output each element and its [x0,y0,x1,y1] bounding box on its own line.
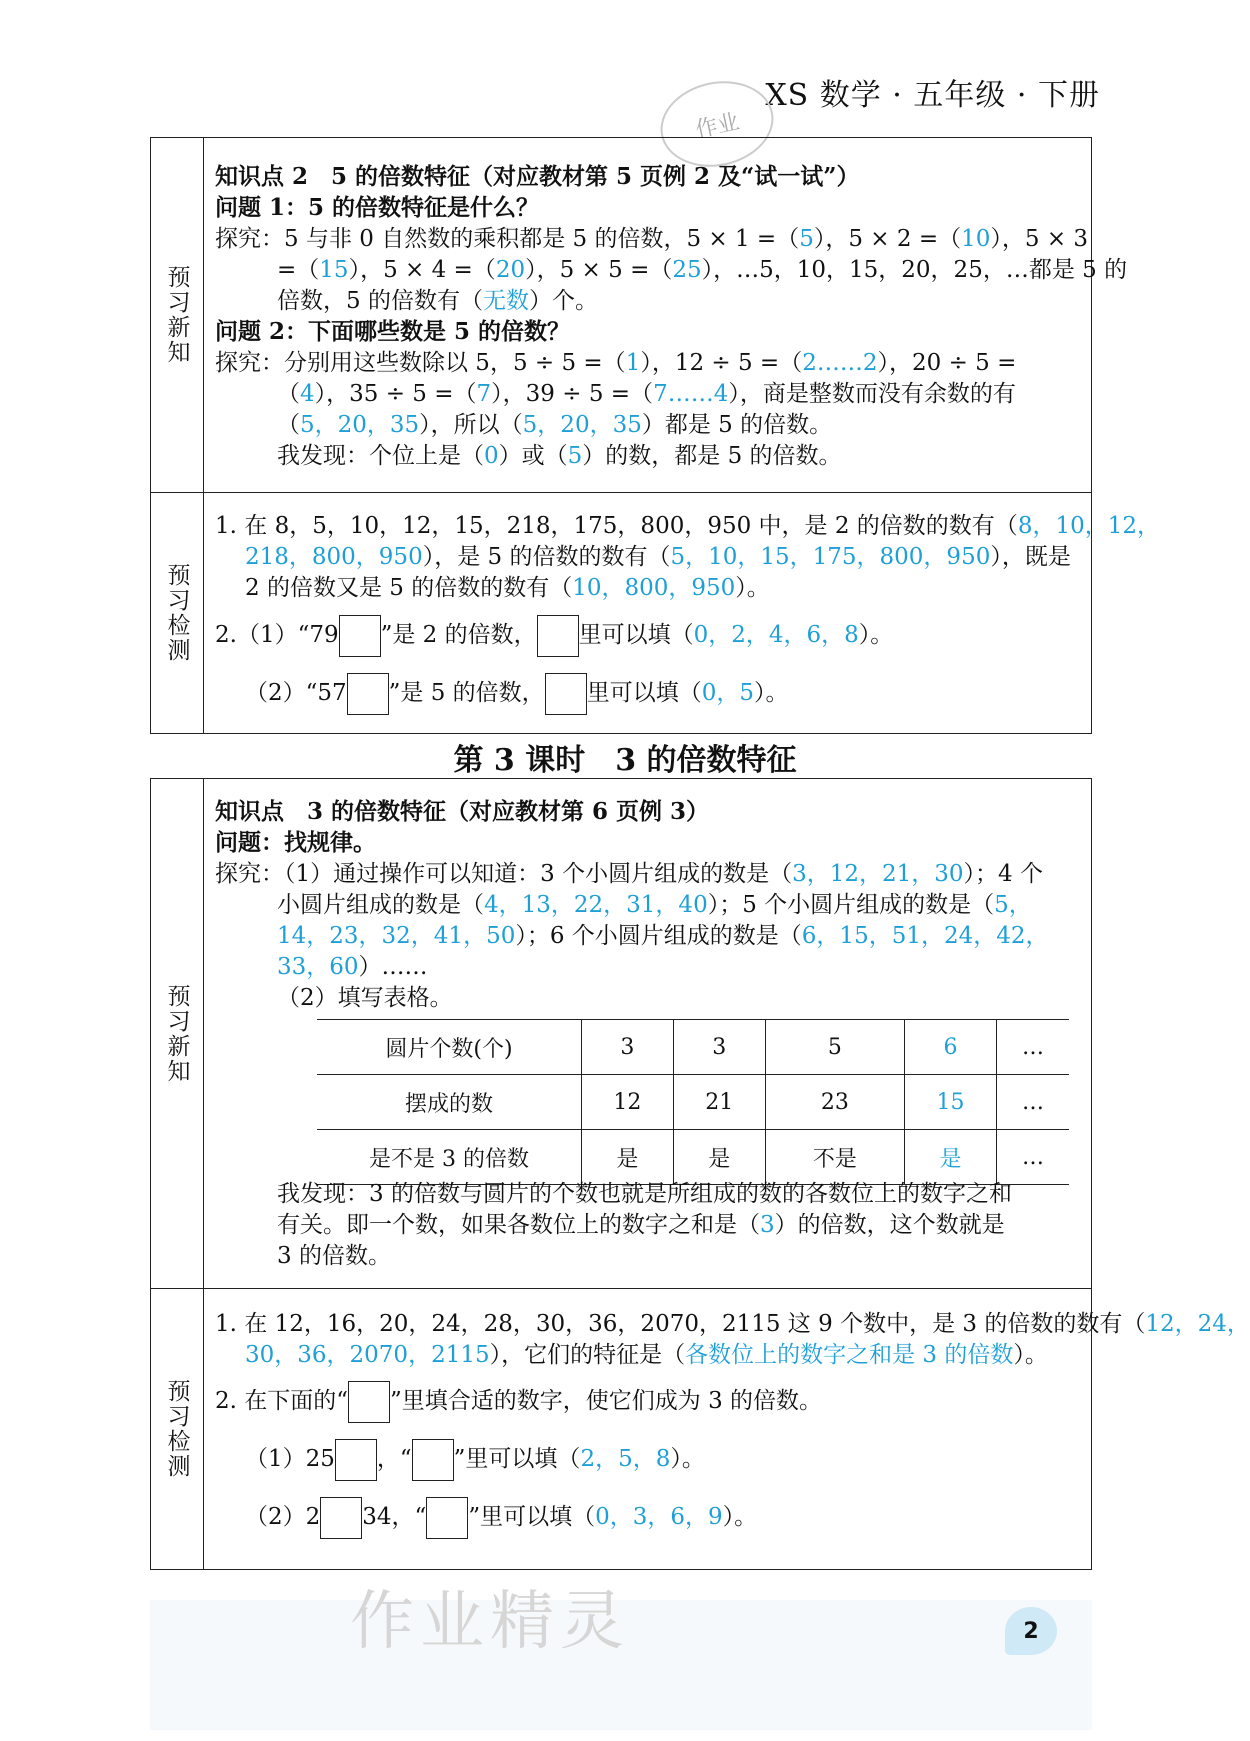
explore-line-2: =（15），5 × 4 =（20），5 × 5 =（25），…5，10，15，20，25，…都是 5 的 [277,257,1128,283]
lesson-title: 第 3 课时 3 的倍数特征 [453,743,797,778]
blank-box[interactable] [335,1439,377,1481]
finding-line-1: 我发现：3 的倍数与圆片的个数也就是所组成的数的各数位上的数字之和 [277,1181,1012,1207]
blank-box[interactable] [412,1439,454,1481]
check2-line-1: 2.（1）“79 ”是 2 的倍数， 里可以填（0，2，4，6，8）。 [215,615,893,657]
header-title: XS 数学 · 五年级 · 下册 [765,78,1100,113]
explore2-line-2: （4），35 ÷ 5 =（7），39 ÷ 5 =（7……4），商是整数而没有余数的有 [277,381,1016,407]
finding-line-2: 有关。即一个数，如果各数位上的数字之和是（3）的倍数，这个数就是 [277,1212,1005,1238]
table-instruction: （2）填写表格。 [277,985,453,1011]
preview-label: 预习新知 [151,138,204,492]
preview-content [215,138,1128,492]
explore2-line-1: 探究：分别用这些数除以 5，5 ÷ 5 =（1），12 ÷ 5 =（2……2），20 ÷ 5 = [215,350,1017,376]
check2-line-1: 2. 在下面的“ ”里填合适的数字，使它们成为 3 的倍数。 [215,1381,822,1423]
question-2: 问题 2：下面哪些数是 5 的倍数？ [215,318,571,345]
explore-line-4: 33，60）…… [277,954,428,980]
blank-box[interactable] [347,673,389,715]
knowledge-point: 知识点 2 5 的倍数特征（对应教材第 5 页例 2 及“试一试”） [215,163,860,190]
blank-box[interactable] [537,615,579,657]
blank-box[interactable] [320,1497,362,1539]
check1-line-1: 1. 在 8，5，10，12，15，218，175，800，950 中，是 2 的倍数的数有（8，10，12， [215,513,1160,539]
check1-line-3: 2 的倍数又是 5 的倍数的数有（10，800，950）。 [245,575,770,601]
question-1: 问题 1：5 的倍数特征是什么？ [215,194,540,221]
preview-content [215,779,1077,1288]
blank-box[interactable] [348,1381,390,1423]
circle-table [317,1019,1069,1185]
check1-line-1: 1. 在 12，16，20，24，28，30，36，2070，2115 这 9 个数中，是 3 的倍数的数有（12，24， [215,1311,1250,1337]
stamp-text: 作业 [693,109,742,143]
explore-line-3: 倍数，5 的倍数有（无数）个。 [277,288,598,314]
table-row: 圆片个数(个) 3 3 5 6 … [317,1020,1069,1075]
check-content [215,493,1160,733]
blank-box[interactable] [339,615,381,657]
check-content [215,1289,1250,1569]
finding-line: 我发现：个位上是（0）或（5）的数，都是 5 的倍数。 [277,443,842,469]
knowledge-point: 知识点 3 的倍数特征（对应教材第 6 页例 3） [215,798,710,825]
explore-line-2: 小圆片组成的数是（4，13，22，31，40）；5 个小圆片组成的数是（5， [277,892,1032,918]
blank-box[interactable] [545,673,587,715]
explore-line-1: 探究：5 与非 0 自然数的乘积都是 5 的倍数，5 × 1 =（5），5 × 2 =（10），5 × 3 [215,226,1089,252]
table-row: 是不是 3 的倍数 是 是 不是 是 … [317,1130,1069,1185]
check2-line-2: （2）“57 ”是 5 的倍数， 里可以填（0，5）。 [245,673,788,715]
preview-block-1 [151,138,1128,493]
preview-label: 预习新知 [151,779,204,1288]
check-block-1 [151,493,1160,733]
section-2 [150,778,1250,1570]
check2-line-3: （2）2 34，“ ”里可以填（0，3，6，9）。 [245,1497,757,1539]
page-number: 2 [1005,1607,1057,1655]
preview-block-2 [151,779,1091,1289]
check-label: 预习检测 [151,493,204,733]
explore-line-1: 探究：（1）通过操作可以知道：3 个小圆片组成的数是（3，12，21，30）；4 个 [215,861,1043,887]
check-label: 预习检测 [151,1289,204,1569]
explore2-line-3: （5，20，35），所以（5，20，35）都是 5 的倍数。 [277,412,833,438]
section-1 [150,137,1160,734]
blank-box[interactable] [426,1497,468,1539]
check2-line-2: （1）25 ，“ ”里可以填（2，5，8）。 [245,1439,705,1481]
check-block-2 [151,1289,1250,1569]
check1-line-2: 30，36，2070，2115），它们的特征是（各数位上的数字之和是 3 的倍数）。 [245,1342,1048,1368]
finding-line-3: 3 的倍数。 [277,1243,391,1269]
watermark: 作业精灵 [350,1585,630,1659]
table-row: 摆成的数 12 21 23 15 … [317,1075,1069,1130]
explore-line-3: 14，23，32，41，50）；6 个小圆片组成的数是（6，15，51，24，42， [277,923,1049,949]
check1-line-2: 218，800，950），是 5 的倍数的数有（5，10，15，175，800，950），既是 [245,544,1071,570]
question: 问题：找规律。 [215,829,376,856]
